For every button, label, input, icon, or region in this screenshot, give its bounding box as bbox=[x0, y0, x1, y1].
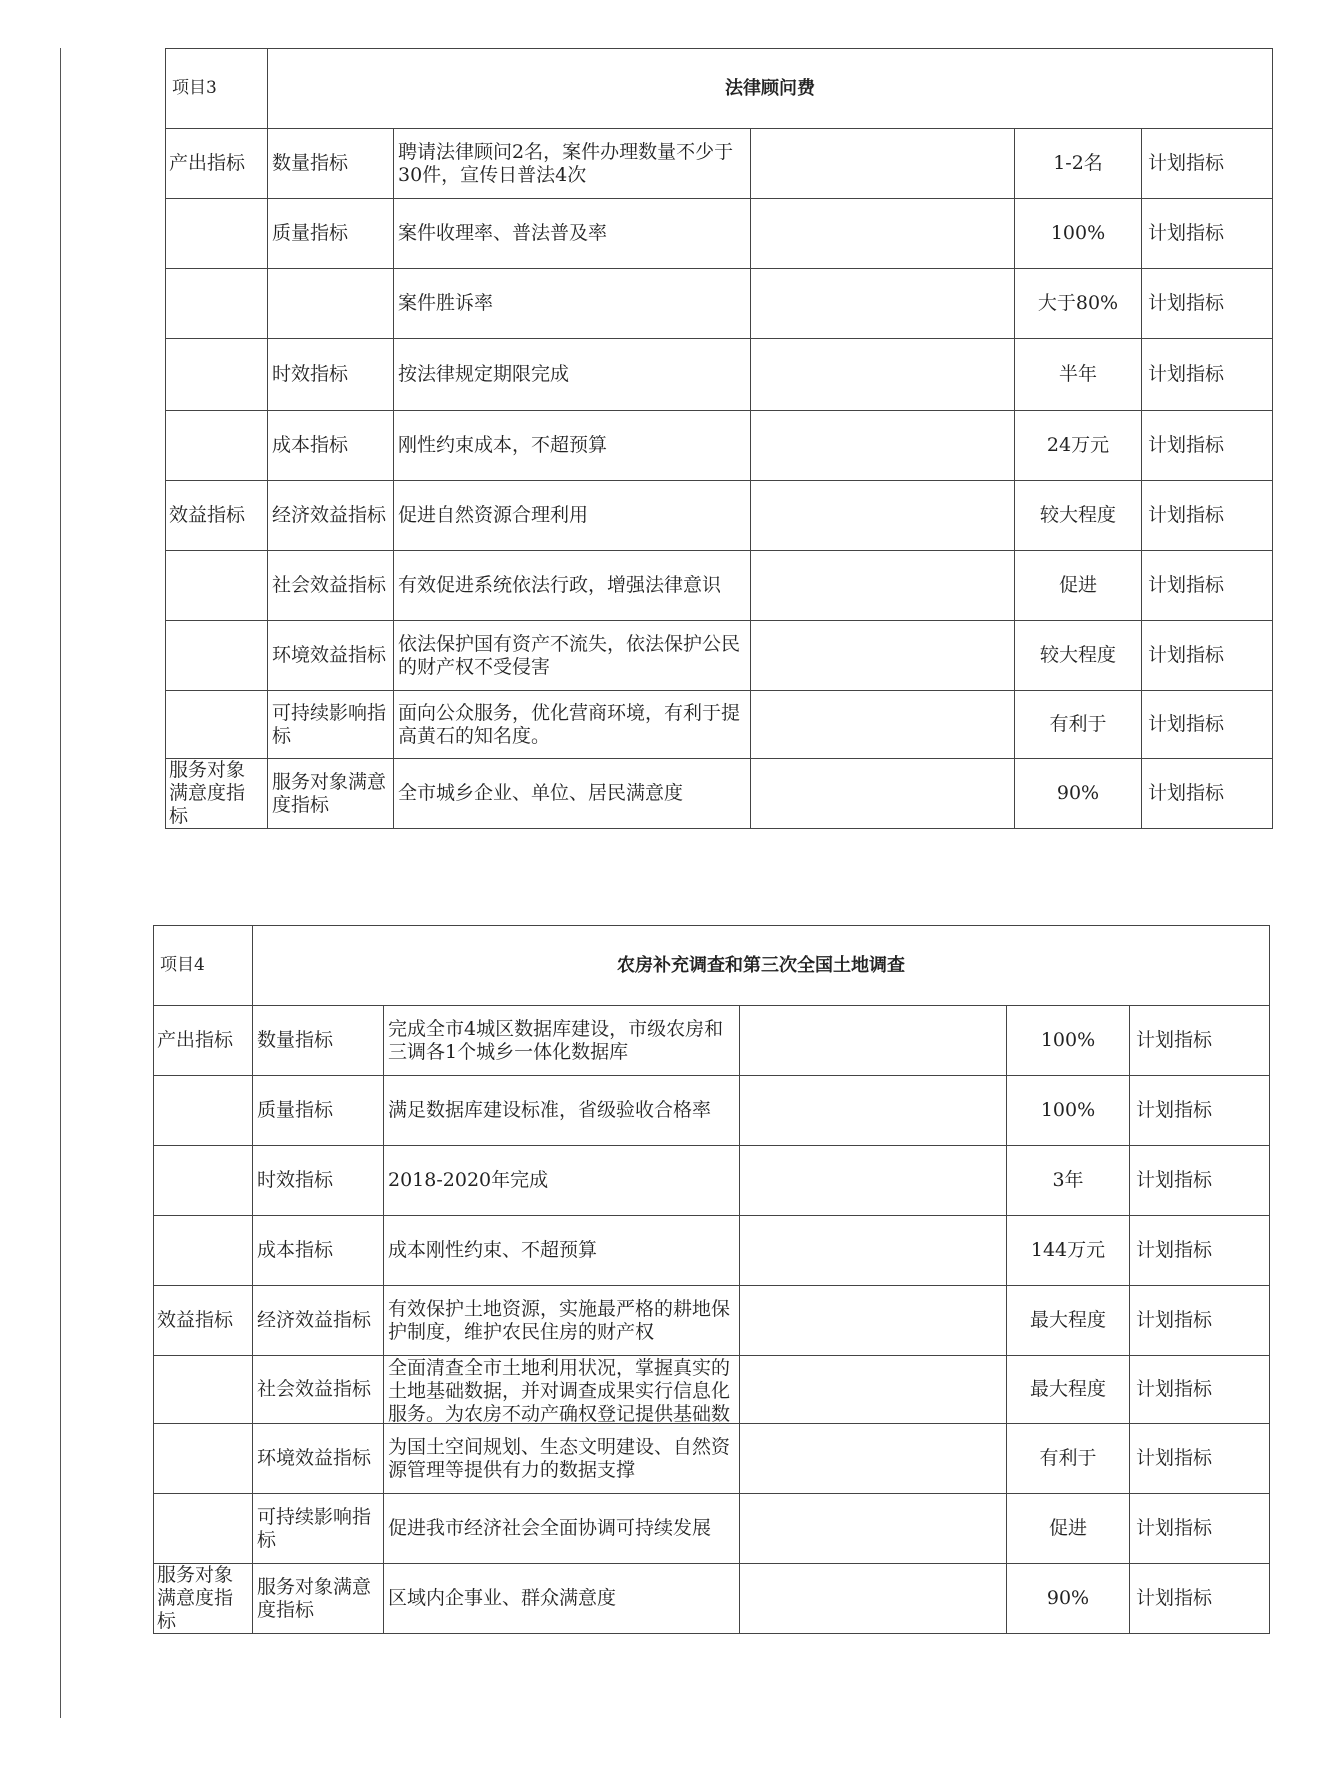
indicator-description-text: 成本刚性约束、不超预算 bbox=[388, 1239, 598, 1261]
indicator-row bbox=[154, 1424, 1270, 1494]
indicator-type bbox=[1142, 129, 1273, 199]
indicator-type-text: 计划指标 bbox=[1136, 1309, 1213, 1331]
indicator-value bbox=[1015, 269, 1142, 339]
indicator-subcategory bbox=[253, 1564, 384, 1634]
indicator-category-text: 产出指标 bbox=[169, 152, 246, 174]
indicator-description bbox=[394, 129, 751, 199]
indicator-subcategory bbox=[268, 269, 394, 339]
indicator-description-text: 满足数据库建设标准，省级验收合格率 bbox=[388, 1099, 712, 1121]
indicator-type bbox=[1130, 1076, 1270, 1146]
indicator-value bbox=[1015, 551, 1142, 621]
indicator-subcategory bbox=[253, 1424, 384, 1494]
indicator-category-text: 效益指标 bbox=[157, 1309, 234, 1331]
indicator-value bbox=[1007, 1356, 1130, 1424]
indicator-type bbox=[1130, 1286, 1270, 1356]
indicator-value-text: 较大程度 bbox=[1039, 644, 1116, 666]
blank-cell bbox=[740, 1494, 1007, 1564]
indicator-subcategory bbox=[268, 411, 394, 481]
indicator-category bbox=[166, 199, 268, 269]
indicator-type-text: 计划指标 bbox=[1136, 1029, 1213, 1051]
indicator-subcategory-text: 社会效益指标 bbox=[272, 574, 387, 596]
indicator-value-text: 100% bbox=[1050, 222, 1106, 244]
indicator-type-text: 计划指标 bbox=[1136, 1239, 1213, 1261]
indicator-row bbox=[166, 759, 1273, 829]
indicator-row bbox=[154, 1286, 1270, 1356]
indicator-type bbox=[1142, 411, 1273, 481]
indicator-row bbox=[154, 1356, 1270, 1424]
indicator-description-text: 案件收理率、普法普及率 bbox=[398, 222, 608, 244]
indicator-description bbox=[384, 1006, 740, 1076]
indicator-type bbox=[1130, 1146, 1270, 1216]
indicator-value bbox=[1007, 1216, 1130, 1286]
indicator-row bbox=[166, 551, 1273, 621]
indicator-subcategory bbox=[253, 1216, 384, 1286]
blank-cell bbox=[751, 129, 1015, 199]
indicator-type bbox=[1142, 269, 1273, 339]
blank-cell bbox=[740, 1564, 1007, 1634]
indicator-category bbox=[154, 1216, 253, 1286]
indicator-value bbox=[1007, 1564, 1130, 1634]
indicator-type bbox=[1130, 1216, 1270, 1286]
indicator-value-text: 促进 bbox=[1058, 574, 1097, 596]
indicator-value-text: 促进 bbox=[1048, 1517, 1087, 1539]
indicator-description-text: 聘请法律顾问2名，案件办理数量不少于30件，宣传日普法4次 bbox=[398, 140, 734, 186]
indicator-value bbox=[1015, 129, 1142, 199]
indicator-row bbox=[154, 1076, 1270, 1146]
indicator-type bbox=[1130, 1424, 1270, 1494]
project-title: 农房补充调查和第三次全国土地调查 bbox=[253, 926, 1270, 1006]
indicator-type-text: 计划指标 bbox=[1136, 1517, 1213, 1539]
indicator-type bbox=[1130, 1006, 1270, 1076]
indicator-category bbox=[154, 1564, 253, 1634]
indicator-description bbox=[394, 269, 751, 339]
indicator-subcategory bbox=[268, 621, 394, 691]
indicator-subcategory-text: 数量指标 bbox=[272, 152, 349, 174]
indicator-type-text: 计划指标 bbox=[1148, 574, 1225, 596]
indicator-subcategory-text: 时效指标 bbox=[257, 1169, 334, 1191]
indicator-type-text: 计划指标 bbox=[1148, 782, 1225, 804]
indicator-subcategory-text: 可持续影响指标 bbox=[257, 1505, 372, 1551]
indicator-category bbox=[154, 1424, 253, 1494]
blank-cell bbox=[751, 759, 1015, 829]
indicator-description bbox=[384, 1424, 740, 1494]
indicator-category-text: 服务对象满意度指标 bbox=[157, 1564, 234, 1632]
indicator-value-text: 最大程度 bbox=[1029, 1309, 1106, 1331]
indicator-row bbox=[154, 1494, 1270, 1564]
indicator-category bbox=[166, 481, 268, 551]
indicator-category bbox=[166, 691, 268, 759]
indicator-value bbox=[1015, 691, 1142, 759]
indicator-subcategory-text: 服务对象满意度指标 bbox=[272, 770, 387, 816]
indicator-category bbox=[166, 269, 268, 339]
indicator-subcategory bbox=[253, 1146, 384, 1216]
indicator-row bbox=[166, 269, 1273, 339]
indicator-subcategory bbox=[268, 759, 394, 829]
indicator-row bbox=[166, 339, 1273, 411]
blank-cell bbox=[740, 1216, 1007, 1286]
indicator-subcategory-text: 质量指标 bbox=[272, 222, 349, 244]
indicator-value-text: 90% bbox=[1046, 1587, 1090, 1609]
indicator-description bbox=[384, 1216, 740, 1286]
blank-cell bbox=[751, 269, 1015, 339]
indicator-type bbox=[1130, 1356, 1270, 1424]
indicator-category bbox=[166, 129, 268, 199]
indicator-description bbox=[384, 1146, 740, 1216]
indicator-value bbox=[1007, 1076, 1130, 1146]
indicator-category-text: 产出指标 bbox=[157, 1029, 234, 1051]
indicator-type bbox=[1142, 551, 1273, 621]
indicator-description-text: 促进自然资源合理利用 bbox=[398, 504, 589, 526]
project-header-row bbox=[154, 926, 1270, 1006]
indicator-description bbox=[384, 1286, 740, 1356]
indicator-description-text: 有效保护土地资源，实施最严格的耕地保护制度，维护农民住房的财产权 bbox=[388, 1297, 731, 1343]
indicator-subcategory-text: 时效指标 bbox=[272, 363, 349, 385]
indicator-value bbox=[1015, 411, 1142, 481]
indicator-value-text: 有利于 bbox=[1049, 713, 1107, 735]
indicator-type bbox=[1142, 621, 1273, 691]
indicator-type bbox=[1142, 691, 1273, 759]
indicator-row bbox=[166, 199, 1273, 269]
indicator-value-text: 1-2名 bbox=[1053, 152, 1103, 174]
project-label: 项目3 bbox=[166, 49, 268, 129]
indicator-type-text: 计划指标 bbox=[1148, 434, 1225, 456]
blank-cell bbox=[740, 1286, 1007, 1356]
indicator-value-text: 3年 bbox=[1052, 1169, 1084, 1191]
indicator-type-text: 计划指标 bbox=[1148, 222, 1225, 244]
blank-cell bbox=[751, 621, 1015, 691]
indicator-type-text: 计划指标 bbox=[1148, 292, 1225, 314]
indicator-description bbox=[394, 411, 751, 481]
blank-cell bbox=[740, 1146, 1007, 1216]
indicator-row bbox=[166, 621, 1273, 691]
project-header-row bbox=[166, 49, 1273, 129]
blank-cell bbox=[740, 1076, 1007, 1146]
indicator-type-text: 计划指标 bbox=[1136, 1378, 1213, 1400]
indicator-description-text: 刚性约束成本，不超预算 bbox=[398, 434, 608, 456]
indicator-subcategory-text: 环境效益指标 bbox=[272, 644, 387, 666]
indicator-type bbox=[1142, 759, 1273, 829]
indicator-description-text: 有效促进系统依法行政，增强法律意识 bbox=[398, 574, 722, 596]
project-title: 法律顾问费 bbox=[268, 49, 1273, 129]
indicator-description bbox=[384, 1494, 740, 1564]
indicator-value-text: 100% bbox=[1040, 1029, 1096, 1051]
page-margin-rule bbox=[60, 48, 61, 1718]
blank-cell bbox=[751, 411, 1015, 481]
indicator-subcategory bbox=[253, 1006, 384, 1076]
indicator-type-text: 计划指标 bbox=[1136, 1169, 1213, 1191]
project-3-table bbox=[165, 48, 1273, 829]
indicator-description bbox=[394, 691, 751, 759]
indicator-subcategory-text: 质量指标 bbox=[257, 1099, 334, 1121]
indicator-subcategory-text: 可持续影响指标 bbox=[272, 701, 387, 747]
indicator-value bbox=[1007, 1494, 1130, 1564]
indicator-category bbox=[154, 1146, 253, 1216]
indicator-type bbox=[1130, 1494, 1270, 1564]
indicator-value bbox=[1007, 1424, 1130, 1494]
indicator-value bbox=[1015, 481, 1142, 551]
blank-cell bbox=[751, 199, 1015, 269]
indicator-value-text: 半年 bbox=[1058, 363, 1097, 385]
indicator-subcategory-text: 环境效益指标 bbox=[257, 1447, 372, 1469]
indicator-description-text: 全面清查全市土地利用状况，掌握真实的土地基础数据，并对调查成果实行信息化服务。为农房不动产确权登记提供基础数 bbox=[388, 1356, 731, 1423]
indicator-value-text: 24万元 bbox=[1046, 434, 1110, 456]
indicator-subcategory-text: 社会效益指标 bbox=[257, 1378, 372, 1400]
indicator-value-text: 144万元 bbox=[1030, 1239, 1106, 1261]
indicator-subcategory bbox=[253, 1286, 384, 1356]
indicator-row bbox=[154, 1216, 1270, 1286]
indicator-row bbox=[166, 129, 1273, 199]
indicator-subcategory bbox=[268, 691, 394, 759]
indicator-row bbox=[166, 411, 1273, 481]
blank-cell bbox=[751, 691, 1015, 759]
indicator-subcategory bbox=[253, 1494, 384, 1564]
indicator-type-text: 计划指标 bbox=[1136, 1099, 1213, 1121]
indicator-category bbox=[154, 1076, 253, 1146]
indicator-category bbox=[154, 1356, 253, 1424]
blank-cell bbox=[740, 1356, 1007, 1424]
indicator-subcategory-text: 成本指标 bbox=[272, 434, 349, 456]
indicator-row bbox=[154, 1564, 1270, 1634]
indicator-row bbox=[154, 1006, 1270, 1076]
indicator-type-text: 计划指标 bbox=[1148, 713, 1225, 735]
indicator-value bbox=[1007, 1006, 1130, 1076]
indicator-subcategory bbox=[268, 339, 394, 411]
indicator-description-text: 面向公众服务，优化营商环境，有利于提高黄石的知名度。 bbox=[398, 701, 741, 747]
blank-cell bbox=[740, 1424, 1007, 1494]
indicator-value bbox=[1015, 199, 1142, 269]
blank-cell bbox=[751, 339, 1015, 411]
indicator-description-text: 完成全市4城区数据库建设，市级农房和三调各1个城乡一体化数据库 bbox=[388, 1017, 724, 1063]
indicator-value-text: 90% bbox=[1056, 782, 1100, 804]
indicator-description-text: 为国土空间规划、生态文明建设、自然资源管理等提供有力的数据支撑 bbox=[388, 1435, 731, 1481]
indicator-subcategory-text: 数量指标 bbox=[257, 1029, 334, 1051]
indicator-description bbox=[394, 339, 751, 411]
indicator-description-text: 2018-2020年完成 bbox=[388, 1169, 549, 1191]
indicator-category bbox=[166, 339, 268, 411]
indicator-value-text: 大于80% bbox=[1037, 292, 1119, 314]
indicator-description-text: 按法律规定期限完成 bbox=[398, 363, 570, 385]
indicator-description-text: 区域内企事业、群众满意度 bbox=[388, 1587, 617, 1609]
indicator-value bbox=[1007, 1146, 1130, 1216]
indicator-description bbox=[384, 1564, 740, 1634]
indicator-type bbox=[1142, 481, 1273, 551]
indicator-value bbox=[1015, 621, 1142, 691]
indicator-type-text: 计划指标 bbox=[1136, 1587, 1213, 1609]
project-4-table bbox=[153, 925, 1270, 1634]
blank-cell bbox=[740, 1006, 1007, 1076]
indicator-category bbox=[166, 551, 268, 621]
indicator-category bbox=[154, 1494, 253, 1564]
indicator-category-text: 服务对象满意度指标 bbox=[169, 759, 246, 827]
indicator-value-text: 100% bbox=[1040, 1099, 1096, 1121]
indicator-type-text: 计划指标 bbox=[1148, 152, 1225, 174]
indicator-type-text: 计划指标 bbox=[1148, 504, 1225, 526]
indicator-description-text: 依法保护国有资产不流失，依法保护公民的财产权不受侵害 bbox=[398, 632, 741, 678]
indicator-description-text: 全市城乡企业、单位、居民满意度 bbox=[398, 782, 684, 804]
indicator-row bbox=[154, 1146, 1270, 1216]
indicator-category bbox=[154, 1006, 253, 1076]
indicator-subcategory-text: 经济效益指标 bbox=[272, 504, 387, 526]
indicator-type-text: 计划指标 bbox=[1148, 363, 1225, 385]
indicator-value-text: 较大程度 bbox=[1039, 504, 1116, 526]
indicator-subcategory bbox=[268, 551, 394, 621]
blank-cell bbox=[751, 481, 1015, 551]
indicator-type-text: 计划指标 bbox=[1136, 1447, 1213, 1469]
indicator-description-text: 案件胜诉率 bbox=[398, 292, 494, 314]
indicator-type-text: 计划指标 bbox=[1148, 644, 1225, 666]
indicator-value-text: 最大程度 bbox=[1029, 1378, 1106, 1400]
indicator-subcategory-text: 经济效益指标 bbox=[257, 1309, 372, 1331]
indicator-category-text: 效益指标 bbox=[169, 504, 246, 526]
indicator-type bbox=[1142, 199, 1273, 269]
blank-cell bbox=[751, 551, 1015, 621]
indicator-subcategory-text: 服务对象满意度指标 bbox=[257, 1575, 372, 1621]
indicator-description bbox=[394, 481, 751, 551]
indicator-type bbox=[1142, 339, 1273, 411]
indicator-subcategory bbox=[268, 129, 394, 199]
indicator-description bbox=[384, 1356, 740, 1424]
indicator-subcategory-text: 成本指标 bbox=[257, 1239, 334, 1261]
indicator-value bbox=[1007, 1286, 1130, 1356]
indicator-value-text: 有利于 bbox=[1039, 1447, 1097, 1469]
indicator-description bbox=[394, 759, 751, 829]
indicator-category bbox=[166, 621, 268, 691]
indicator-value bbox=[1015, 339, 1142, 411]
indicator-type bbox=[1130, 1564, 1270, 1634]
project-label: 项目4 bbox=[154, 926, 253, 1006]
indicator-description bbox=[394, 621, 751, 691]
indicator-subcategory bbox=[268, 481, 394, 551]
indicator-description bbox=[384, 1076, 740, 1146]
indicator-row bbox=[166, 691, 1273, 759]
indicator-description-text: 促进我市经济社会全面协调可持续发展 bbox=[388, 1517, 712, 1539]
indicator-row bbox=[166, 481, 1273, 551]
indicator-category bbox=[166, 759, 268, 829]
indicator-description bbox=[394, 551, 751, 621]
indicator-subcategory bbox=[253, 1076, 384, 1146]
indicator-subcategory bbox=[253, 1356, 384, 1424]
indicator-subcategory bbox=[268, 199, 394, 269]
indicator-value bbox=[1015, 759, 1142, 829]
indicator-category bbox=[154, 1286, 253, 1356]
indicator-category bbox=[166, 411, 268, 481]
indicator-description bbox=[394, 199, 751, 269]
